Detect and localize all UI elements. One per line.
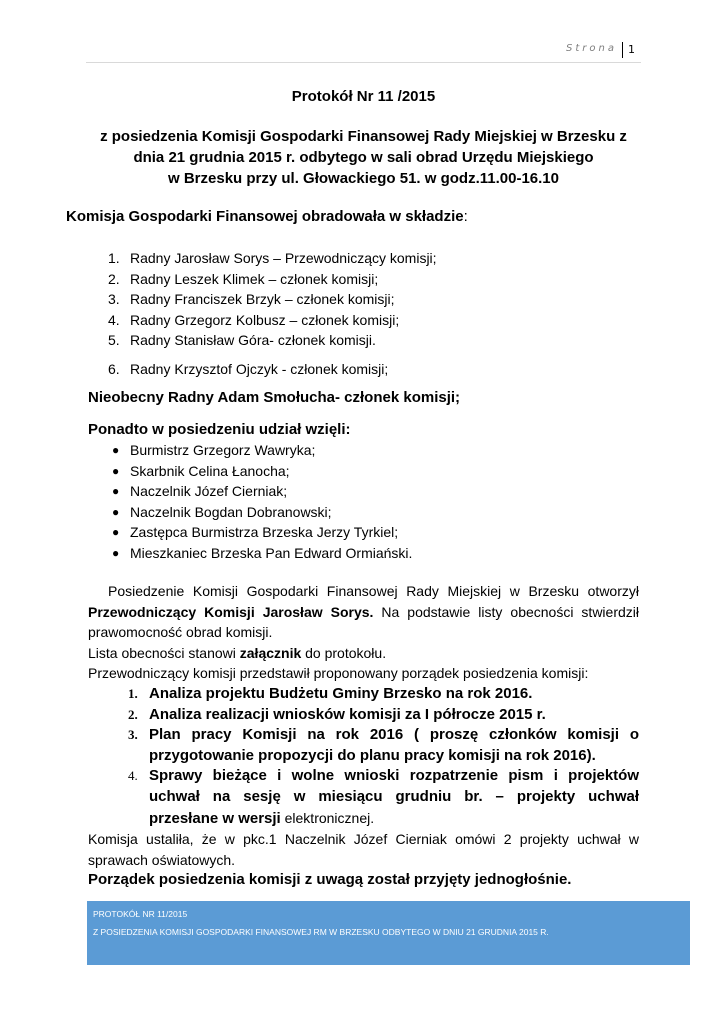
member-name: Radny Krzysztof Ojczyk - członek komisji; — [130, 360, 389, 377]
bullet-icon: ● — [112, 525, 120, 540]
agenda-text-line: przygotowanie propozycji do planu pracy komisji na rok 2016). — [149, 746, 596, 764]
agenda-text-line: Plan pracy Komisji na rok 2016 ( proszę członków komisji o — [149, 726, 639, 744]
bullet-icon: ● — [112, 545, 120, 560]
guest-name: Burmistrz Grzegorz Wawryka; — [130, 442, 316, 458]
attendance-pre: Lista obecności stanowi — [88, 644, 240, 661]
subtitle-line: dnia 21 grudnia 2015 r. odbytego w sali obrad Urzędu Miejskiego — [133, 149, 594, 166]
opening-line — [88, 602, 639, 623]
list-item — [112, 461, 412, 482]
absent-member: Nieobecny Radny Adam Smołucha- członek komisji; — [88, 389, 461, 406]
list-item — [108, 310, 437, 331]
list-number: 5. — [108, 332, 120, 348]
guest-name: Naczelnik Bogdan Dobranowski; — [130, 503, 332, 520]
document-subtitle — [86, 126, 641, 189]
list-item — [108, 330, 437, 351]
agenda-text-line: uchwał na sesję w miesiącu grudniu br. – projekty uchwał — [149, 787, 639, 805]
committee-heading-text: Komisja Gospodarki Finansowej obradowała w składzie — [66, 208, 464, 225]
committee-heading — [66, 208, 468, 225]
header-separator — [622, 42, 623, 58]
subtitle-line: z posiedzenia Komisji Gospodarki Finansowej Rady Miejskiej w Brzesku z — [100, 128, 627, 145]
list-item — [108, 289, 437, 310]
list-number: 6. — [108, 360, 120, 377]
guest-name: Mieszkaniec Brzeska Pan Edward Ormiański. — [130, 544, 413, 561]
agenda-item — [128, 766, 639, 829]
agenda-text-line: Sprawy bieżące i wolne wnioski rozpatrzenie pism i projektów — [149, 767, 639, 785]
page-footer — [87, 901, 690, 965]
closing-statement: Porządek posiedzenia komisji z uwagą został przyjęty jednogłośnie. — [88, 871, 572, 889]
guest-name: Naczelnik Józef Cierniak; — [130, 483, 288, 500]
agenda-text-line — [149, 808, 639, 830]
member-name: Radny Stanisław Góra- członek komisji. — [130, 332, 376, 348]
guest-name: Skarbnik Celina Łanocha; — [130, 462, 290, 479]
bullet-icon: ● — [112, 504, 120, 519]
members-list — [108, 248, 437, 379]
list-number: 1. — [108, 250, 120, 266]
list-item — [112, 502, 412, 523]
list-item — [112, 522, 412, 543]
decision-line: Komisja ustaliła, że w pkc.1 Naczelnik Józef Cierniak omówi 2 projekty uchwał w — [88, 831, 639, 848]
agenda-text — [149, 725, 639, 766]
agenda-text-bold: przesłane w wersji — [149, 809, 281, 827]
bullet-icon: ● — [112, 484, 120, 499]
subtitle-line: w Brzesku przy ul. Głowackiego 51. w godz.11.00-16.10 — [168, 170, 559, 187]
list-item — [112, 481, 412, 502]
agenda-item — [128, 725, 639, 766]
agenda-number: 1. — [128, 685, 138, 701]
agenda-list — [88, 684, 639, 829]
list-number: 2. — [108, 270, 120, 287]
list-gap — [108, 351, 437, 359]
list-item — [108, 359, 437, 380]
chair-name: Przewodniczący Komisji Jarosław Sorys. — [88, 603, 374, 620]
opening-line: Posiedzenie Komisji Gospodarki Finansowej Rady Miejskiej w Brzesku otworzył — [108, 583, 639, 599]
member-name: Radny Jarosław Sorys – Przewodniczący komisji; — [130, 250, 437, 266]
member-name: Radny Franciszek Brzyk – członek komisji; — [130, 291, 395, 307]
document-title: Protokół Nr 11 /2015 — [291, 88, 436, 105]
committee-heading-colon: : — [463, 208, 468, 225]
list-item — [108, 248, 437, 269]
agenda-item — [128, 684, 639, 705]
decision-line: sprawach oświatowych. — [88, 851, 236, 868]
bullet-icon: ● — [112, 463, 120, 478]
page-header — [86, 40, 641, 63]
guest-name: Zastępca Burmistrza Brzeska Jerzy Tyrkiel; — [130, 524, 399, 541]
footer-line: PROTOKÓŁ NR 11/2015 — [93, 909, 188, 919]
list-item — [108, 269, 437, 290]
attendance-post: do protokołu. — [301, 644, 387, 661]
opening-rest: Na podstawie listy obecności stwierdził — [373, 603, 639, 620]
list-item — [112, 543, 412, 564]
opening-line: prawomocność obrad komisji. — [88, 624, 273, 641]
agenda-text-rest: elektronicznej. — [280, 809, 375, 826]
agenda-text: Analiza projektu Budżetu Gminy Brzesko na rok 2016. — [149, 684, 533, 702]
agenda-intro: Przewodniczący komisji przedstawił proponowany porządek posiedzenia komisji: — [88, 665, 589, 682]
bullet-icon: ● — [112, 443, 120, 457]
list-number: 4. — [108, 311, 120, 328]
guests-heading: Ponadto w posiedzeniu udział wzięli: — [88, 421, 351, 438]
member-name: Radny Grzegorz Kolbusz – członek komisji; — [130, 311, 400, 328]
guests-list — [112, 440, 412, 564]
agenda-text — [149, 766, 639, 829]
page-number: 1 — [628, 43, 635, 56]
agenda-number: 4. — [128, 768, 138, 784]
attachment-label: załącznik — [239, 644, 302, 661]
list-item — [112, 440, 412, 461]
protocol-body — [88, 581, 639, 891]
list-number: 3. — [108, 291, 120, 307]
agenda-number: 2. — [128, 706, 138, 722]
page-label: Strona — [566, 43, 617, 54]
agenda-text: Analiza realizacji wniosków komisji za I półrocze 2015 r. — [149, 705, 546, 723]
footer-line: Z POSIEDZENIA KOMISJI GOSPODARKI FINANSOWEJ RM W BRZESKU ODBYTEGO W DNIU 21 GRUDNIA 2015 R. — [93, 927, 549, 937]
attendance-line — [88, 643, 639, 664]
agenda-number: 3. — [128, 727, 138, 743]
agenda-item — [128, 705, 639, 726]
member-name: Radny Leszek Klimek – członek komisji; — [130, 270, 379, 287]
